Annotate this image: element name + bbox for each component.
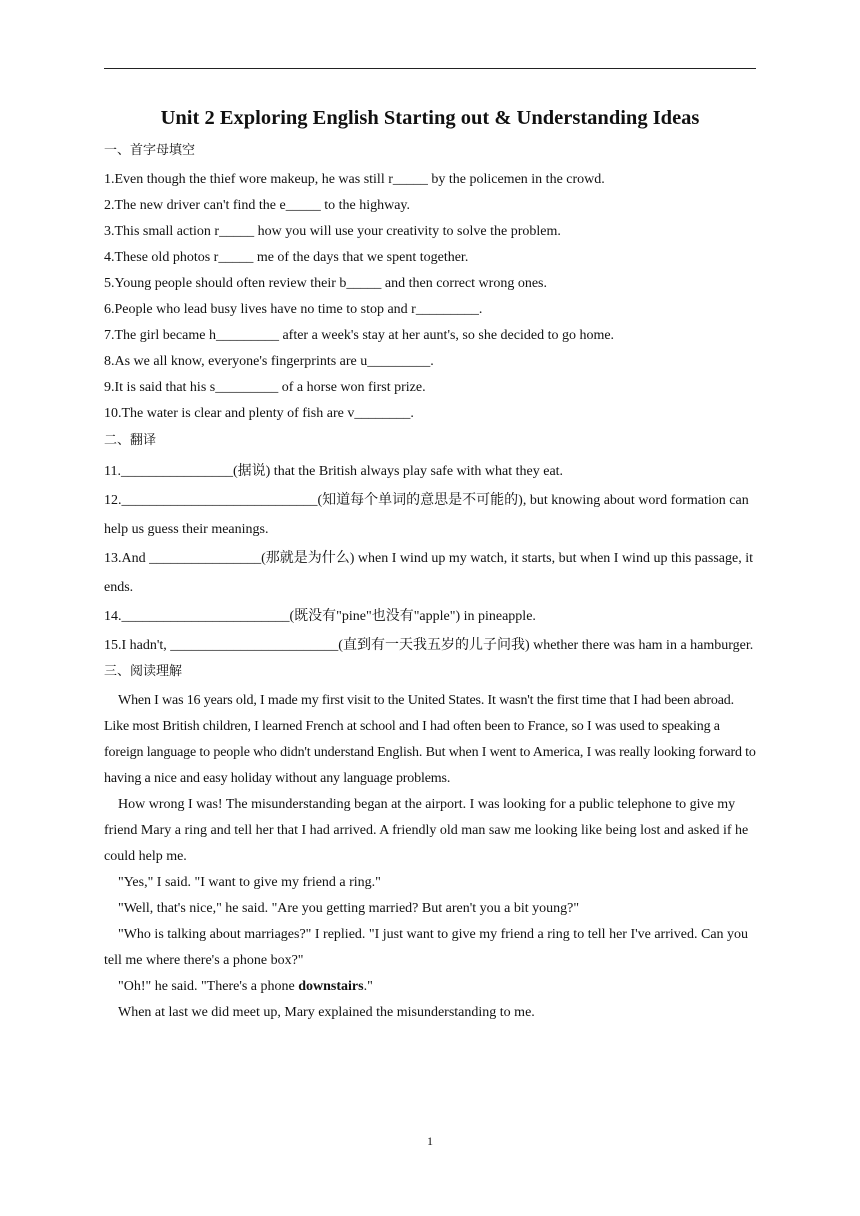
translate-question: 13.And ________________(那就是为什么) when I wind up my watch, it starts, but when I wind up this passage, it ends. <box>104 551 753 595</box>
bold-word: downstairs <box>298 979 364 994</box>
header-rule <box>104 68 756 69</box>
reading-passage <box>104 688 756 1026</box>
fill-question: 4.These old photos r_____ me of the days that we spent together. <box>104 250 469 265</box>
passage-paragraph <box>104 974 756 1000</box>
fill-question-list <box>104 167 756 427</box>
section-heading-translate: 二、翻译 <box>104 433 157 448</box>
fill-question: 1.Even though the thief wore makeup, he was still r_____ by the policemen in the crowd. <box>104 172 605 187</box>
page-number: 1 <box>427 1134 433 1148</box>
fill-question: 3.This small action r_____ how you will use your creativity to solve the problem. <box>104 224 561 239</box>
section-heading-reading: 三、阅读理解 <box>104 664 183 679</box>
passage-text: "Oh!" he said. "There's a phone <box>118 979 299 994</box>
passage-paragraph: When I was 16 years old, I made my first visit to the United States. It wasn't the first time that I had been abroad. Like most British children, I learned French at school and I had often been to France, so I was used to speaking a foreign language to people who didn't understand English. But when I went to America, I was really looking forward to having a nice and easy holiday without any language problems. <box>104 693 756 786</box>
passage-paragraph: How wrong I was! The misunderstanding began at the airport. I was looking for a public telephone to give my friend Mary a ring and tell her that I had arrived. A friendly old man saw me looking like being lost and asked if he could help me. <box>104 797 749 864</box>
passage-paragraph: When at last we did meet up, Mary explained the misunderstanding to me. <box>118 1005 535 1020</box>
fill-question: 2.The new driver can't find the e_____ to the highway. <box>104 198 411 213</box>
translate-question: 14.________________________(既没有"pine"也没有"apple") in pineapple. <box>104 609 536 624</box>
section-heading-fill: 一、首字母填空 <box>104 143 196 158</box>
translate-question: 15.I hadn't, ________________________(直到有一天我五岁的儿子问我) whether there was ham in a hamburger. <box>104 638 754 653</box>
translate-question: 12.____________________________(知道每个单词的意思是不可能的), but knowing about word formation can help us guess their meanings. <box>104 493 749 537</box>
translate-question: 11.________________(据说) that the British always play safe with what they eat. <box>104 464 564 479</box>
fill-question: 9.It is said that his s_________ of a horse won first prize. <box>104 380 426 395</box>
fill-question: 7.The girl became h_________ after a week's stay at her aunt's, so she decided to go home. <box>104 328 615 343</box>
fill-question: 8.As we all know, everyone's fingerprints are u_________. <box>104 354 434 369</box>
passage-paragraph: "Well, that's nice," he said. "Are you getting married? But aren't you a bit young?" <box>118 901 580 916</box>
document-body <box>104 104 756 1026</box>
passage-paragraph: "Yes," I said. "I want to give my friend a ring." <box>118 875 381 890</box>
translate-question-list <box>104 457 756 660</box>
fill-question: 5.Young people should often review their b_____ and then correct wrong ones. <box>104 276 547 291</box>
document-title: Unit 2 Exploring English Starting out & Understanding Ideas <box>160 107 700 129</box>
fill-question: 6.People who lead busy lives have no time to stop and r_________. <box>104 302 483 317</box>
passage-text: ." <box>363 979 373 994</box>
passage-paragraph: "Who is talking about marriages?" I replied. "I just want to give my friend a ring to tell her I've arrived. Can you tell me where there's a phone box?" <box>104 927 749 968</box>
fill-question: 10.The water is clear and plenty of fish are v________. <box>104 406 414 421</box>
